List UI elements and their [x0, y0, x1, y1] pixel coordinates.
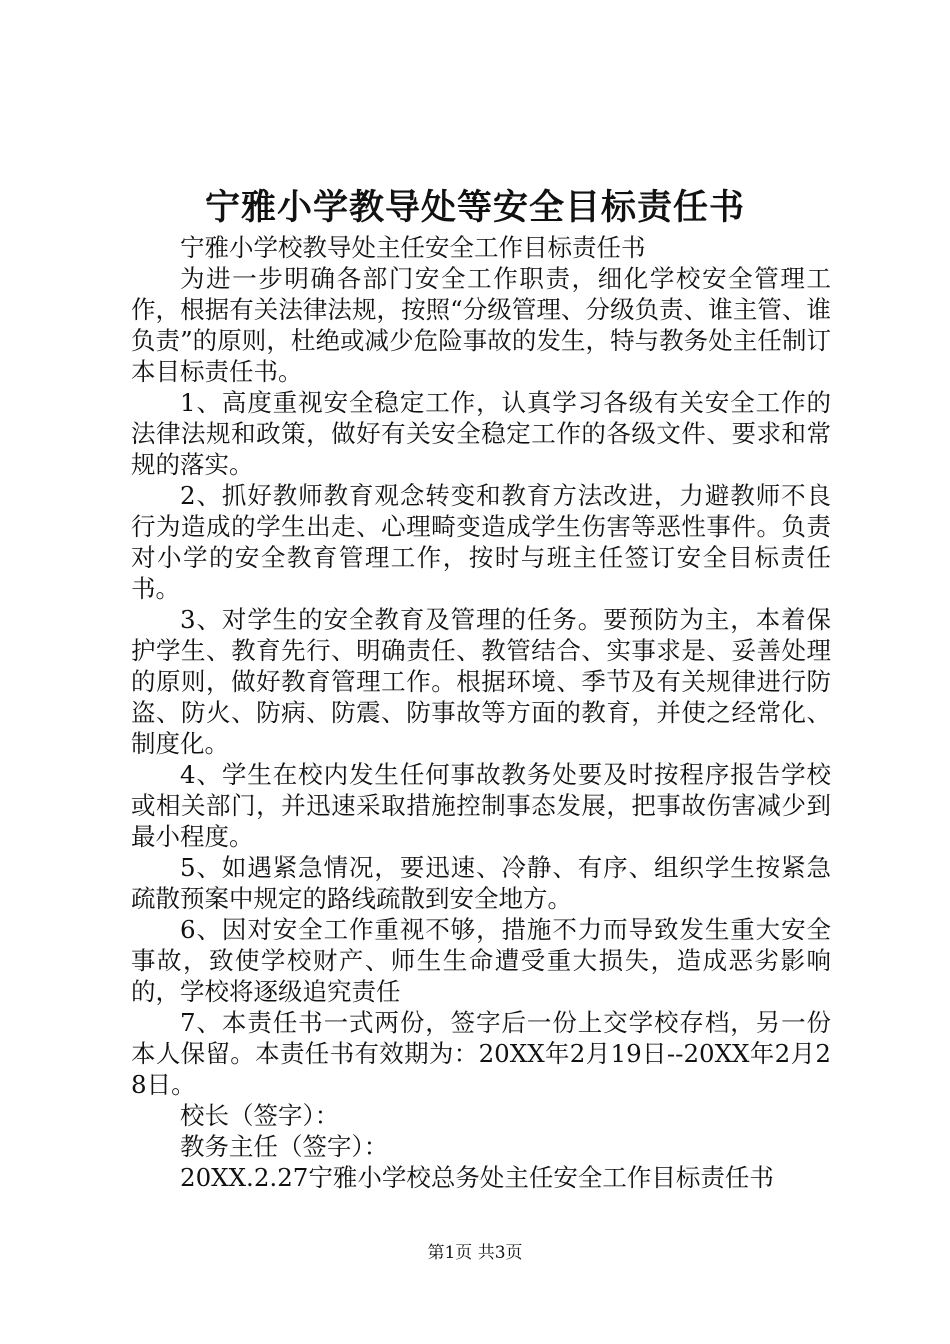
paragraph-item-5: 5、如遇紧急情况，要迅速、冷静、有序、组织学生按紧急疏散预案中规定的路线疏散到安全地方。: [131, 853, 831, 913]
paragraph-item-3: 3、对学生的安全教育及管理的任务。要预防为主，本着保护学生、教育先行、明确责任、教管结合、实事求是、妥善处理的原则，做好教育管理工作。根据环境、季节及有关规律进行防盗、防火、防病、防震、防事故等方面的教育，并使之经常化、制度化。: [131, 605, 831, 758]
signature-principal: 校长（签字）：: [180, 1101, 340, 1130]
paragraph-item-2: 2、抓好教师教育观念转变和教育方法改进，力避教师不良行为造成的学生出走、心理畸变造成学生伤害等恶性事件。负责对小学的安全教育管理工作，按时与班主任签订安全目标责任书。: [131, 481, 831, 603]
page-footer: 第1页 共3页: [427, 1243, 523, 1263]
paragraph-subtitle: 宁雅小学校教导处主任安全工作目标责任书: [180, 233, 646, 262]
paragraph-item-1: 1、高度重视安全稳定工作，认真学习各级有关安全工作的法律法规和政策，做好有关安全稳定工作的各级文件、要求和常规的落实。: [131, 388, 831, 479]
paragraph-intro: 为进一步明确各部门安全工作职责，细化学校安全管理工作，根据有关法律法规，按照“分级管理、分级负责、谁主管、谁负责”的原则，杜绝或减少危险事故的发生，特与教务处主任制订本目标责任书。: [131, 264, 831, 386]
paragraph-item-4: 4、学生在校内发生任何事故教务处要及时按程序报告学校或相关部门，并迅速采取措施控制事态发展，把事故伤害减少到最小程度。: [131, 760, 831, 851]
document-title: 宁雅小学教导处等安全目标责任书: [204, 187, 745, 228]
date-and-next-title: 20XX.2.27宁雅小学校总务处主任安全工作目标责任书: [180, 1163, 774, 1192]
document-body: [131, 232, 831, 1193]
paragraph-item-7: 7、本责任书一式两份，签字后一份上交学校存档，另一份本人保留。本责任书有效期为：20XX年2月19日--20XX年2月28日。: [131, 1008, 831, 1099]
paragraph-item-6: 6、因对安全工作重视不够，措施不力而导致发生重大安全事故，致使学校财产、师生生命遭受重大损失，造成恶劣影响的，学校将逐级追究责任: [131, 915, 831, 1006]
signature-academic-director: 教务主任（签字）：: [180, 1132, 389, 1161]
